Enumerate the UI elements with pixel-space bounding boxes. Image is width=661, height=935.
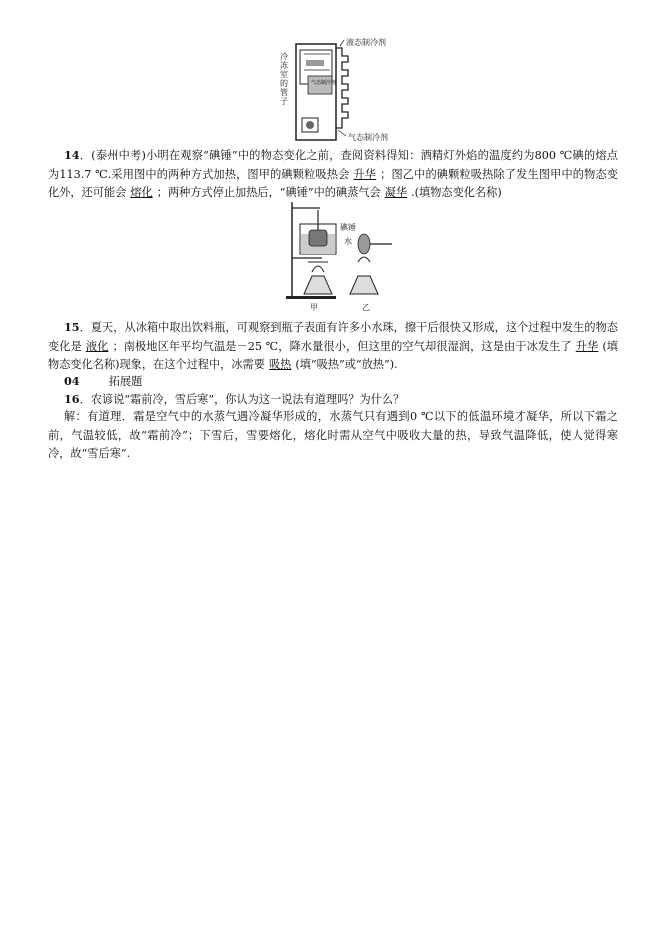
q14-text-4: .(填物态变化名称) (411, 186, 502, 199)
q15-text-3: (填物态变化名称)现象，在这个过程中，冰需要 (48, 339, 618, 371)
q14-text-1: ．(泰州中考)小明在观察“碘锤”中的物态变化之前，查阅资料得知：酒精灯外焰的温度约为800 ℃碘的熔点为113.7 ℃.采用图中的两种方式加热，图甲的碘颗粒吸热会 (48, 149, 618, 181)
label-gas-refrigerant: 气态制冷剂 (348, 133, 388, 142)
label-water: 水 (344, 237, 352, 246)
label-yi: 乙 (362, 303, 370, 312)
q14-answer-3: 凝华 (384, 186, 408, 199)
label-liquid-refrigerant: 液态制冷剂 (346, 38, 386, 47)
q16-question: ．农谚说“霜前冷，雪后寒”，你认为这一说法有道理吗？为什么？ (79, 393, 405, 406)
section-title: 拓展题 (108, 375, 143, 388)
q15-text-2: ；南极地区年平均气温是－25 ℃，降水量很小，但这里的空气却很湿润，这是由于冰发生了 (112, 339, 572, 353)
q15-answer-1: 液化 (85, 339, 109, 353)
q14-answer-1: 升华 (353, 167, 377, 181)
question-15 (48, 318, 618, 375)
label-iodine-hammer: 碘锤 (340, 223, 356, 232)
label-freezer-pipe: 冷冻室的管子 (280, 52, 288, 106)
question-15-number: 15 (64, 320, 80, 334)
question-14-number: 14 (64, 148, 80, 162)
question-16-number: 16 (64, 392, 80, 406)
q15-answer-3: 吸热 (268, 358, 292, 371)
section-heading (64, 372, 634, 392)
q14-answer-2: 熔化 (130, 186, 153, 199)
label-vapor: 气态制冷剂 (311, 80, 337, 86)
question-14 (48, 146, 618, 203)
q15-text-4: (填“吸热”或“放热”). (295, 358, 398, 371)
refrigerator-figure (278, 36, 413, 144)
q14-text-2: ；图乙中的碘颗粒吸热除了发生图甲中的物态变化外，还可能会 (48, 167, 618, 199)
q14-text-3: ；两种方式停止加热后，“碘锤”中的碘蒸气会 (156, 186, 381, 199)
q15-answer-2: 升华 (575, 339, 599, 353)
section-number: 04 (64, 374, 80, 388)
question-16 (48, 390, 618, 410)
question-16-solution: 解：有道理．霜是空气中的水蒸气遇冷凝华形成的，水蒸气只有遇到0 ℃以下的低温环境才凝华，所以下霜之前，气温较低，故“霜前冷”；下雪后，雪要熔化，熔化时需从空气中吸收大量的热，导致气温降低，使人觉得寒冷，故“雪后寒”. (48, 410, 618, 460)
iodine-heating-figure (282, 198, 402, 314)
refrigerator-diagram (278, 36, 413, 144)
iodine-heating-diagram (282, 198, 402, 314)
label-jia: 甲 (310, 303, 318, 312)
q15-text-1: ．夏天，从冰箱中取出饮料瓶，可观察到瓶子表面有许多小水珠，擦干后很快又形成，这个过程中发生的物态变化是 (48, 321, 618, 353)
